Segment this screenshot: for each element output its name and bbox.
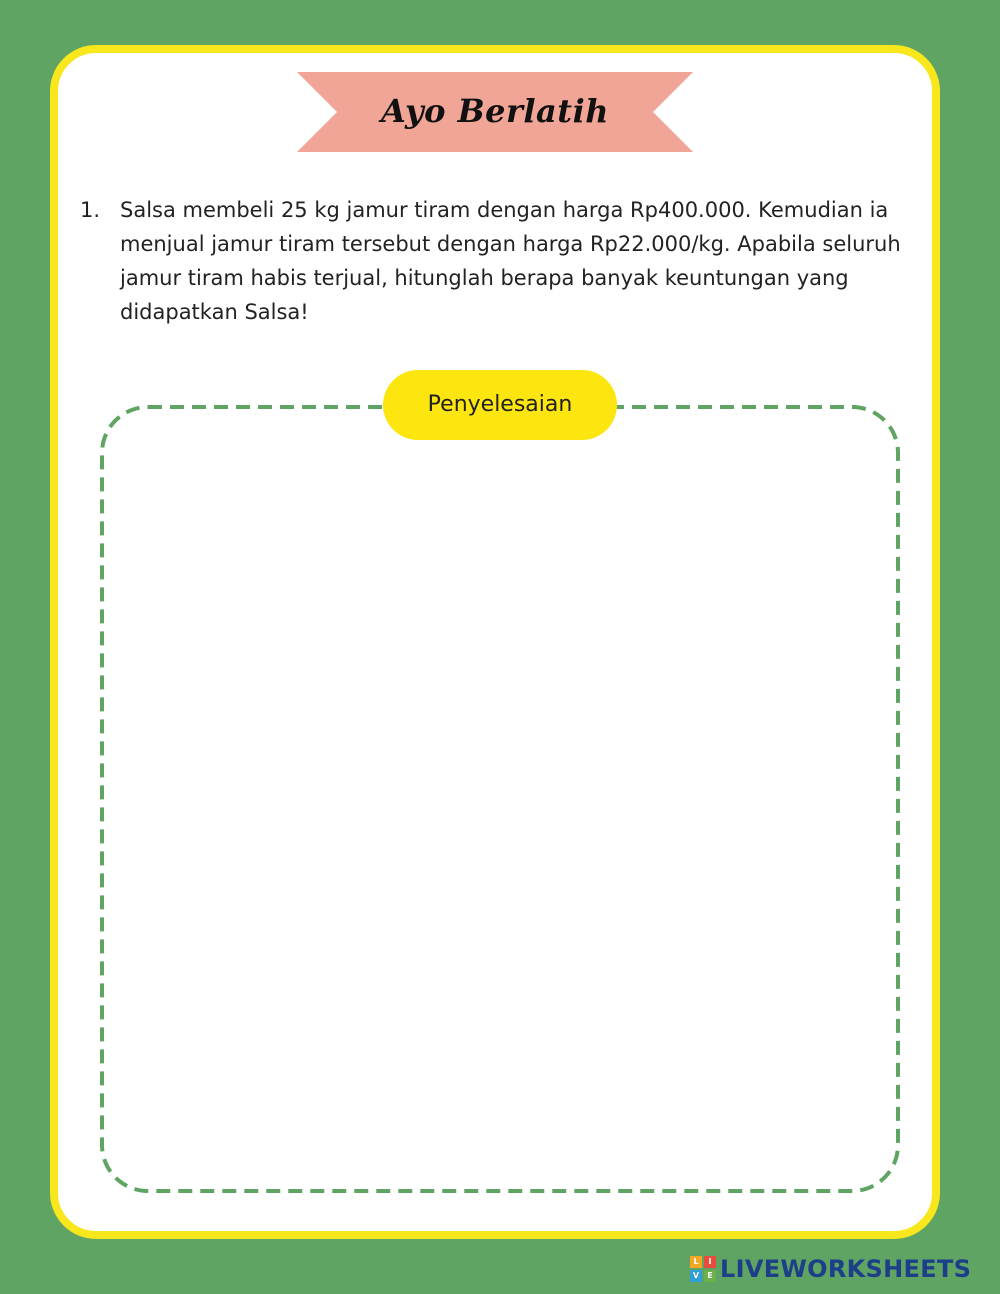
liveworksheets-logo-icon: L I V E: [690, 1256, 716, 1282]
question-number: 1.: [80, 198, 101, 222]
answer-area-dashed-border: [100, 405, 900, 1193]
liveworksheets-brand: [690, 1253, 971, 1285]
question-text: Salsa membeli 25 kg jamur tiram dengan harga Rp400.000. Kemudian ia menjual jamur tiram tersebut dengan harga Rp22.000/kg. Apabila seluruh jamur tiram habis terjual, hitunglah berapa banyak keuntungan yang didapatkan Salsa!: [120, 198, 901, 324]
title-banner: [297, 72, 693, 152]
answer-area[interactable]: [100, 405, 900, 1193]
answer-label-pill: Penyelesaian: [383, 370, 617, 440]
brand-name: LIVEWORKSHEETS: [720, 1255, 972, 1283]
page-title: Ayo Berlatih: [381, 92, 609, 130]
